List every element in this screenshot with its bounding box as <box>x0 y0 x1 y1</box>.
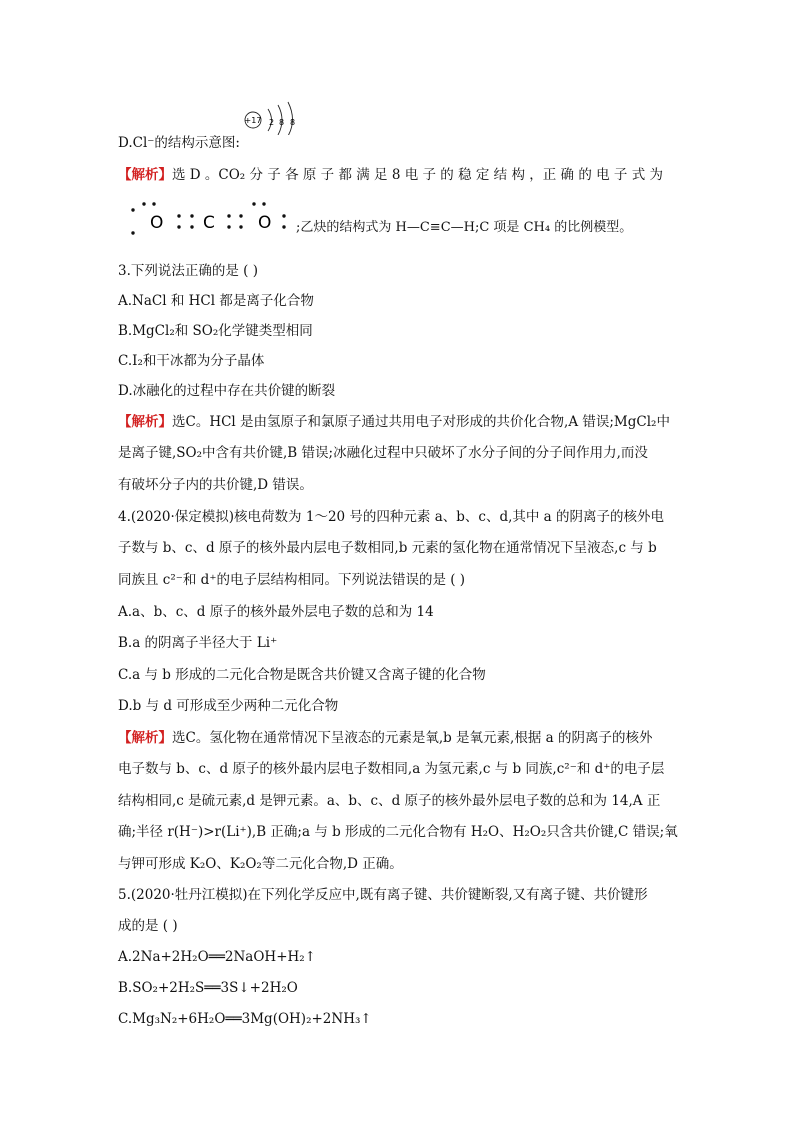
lewis-atom-c: C <box>203 213 215 233</box>
analysis-tag: 【解析】 <box>118 414 172 430</box>
q3-option-b: B.MgCl₂和 SO₂化学键类型相同 <box>118 323 313 339</box>
atom-shell-2: 8 <box>279 118 285 127</box>
chlorine-ion-structure-diagram <box>244 101 304 135</box>
q4-analysis-line-5: 与钾可形成 K₂O、K₂O₂等二元化合物,D 正确。 <box>118 856 403 872</box>
q4-analysis-line-2: 电子数与 b、c、d 原子的核外最内层电子数相同,a 为氢元素,c 与 b 同族,c²⁻和 d⁺的电子层 <box>118 761 665 777</box>
atom-nucleus-label: +17 <box>244 116 262 125</box>
q3-option-a: A.NaCl 和 HCl 都是离子化合物 <box>118 293 314 309</box>
q4-analysis-line-1 <box>118 729 652 747</box>
q4-analysis-line-3: 结构相同,c 是硫元素,d 是钾元素。a、b、c、d 原子的核外最外层电子数的总和为 14,A 正 <box>118 793 661 809</box>
q3-analysis-line-3: 有破坏分子内的共价键,D 错误。 <box>118 477 313 493</box>
q4-option-b: B.a 的阴离子半径大于 Li⁺ <box>118 635 278 651</box>
atom-shell-3: 8 <box>290 118 296 127</box>
q2-analysis-text-2: ;乙炔的结构式为 H—C≡C—H;C 项是 CH₄ 的比例模型。 <box>296 220 633 235</box>
atom-shell-1: 2 <box>269 118 275 127</box>
q2-analysis-text-1: 选 D 。CO₂ 分 子 各 原 子 都 满 足 8 电 子 的 稳 定 结 构 ，正 确 的 电 子 式 为 <box>172 167 664 183</box>
q3-option-c: C.I₂和干冰都为分子晶体 <box>118 353 265 369</box>
q4-stem-line-2: 子数与 b、c、d 原子的核外最内层电子数相同,b 元素的氢化物在通常情况下呈液态,c 与 b <box>118 540 657 556</box>
q4-stem-line-3: 同族且 c²⁻和 d⁺的电子层结构相同。下列说法错误的是 ( ) <box>118 572 466 588</box>
lewis-atom-o-right: O <box>258 213 272 233</box>
q5-stem-line-1: 5.(2020·牡丹江模拟)在下列化学反应中,既有离子键、共价键断裂,又有离子键、共价键形 <box>118 887 648 903</box>
q2-option-d: D.Cl⁻的结构示意图: <box>118 135 240 151</box>
q3-analysis-line-1 <box>118 413 670 431</box>
q5-option-a: A.2Na+2H₂O══2NaOH+H₂↑ <box>118 949 316 965</box>
q4-option-d: D.b 与 d 可形成至少两种二元化合物 <box>118 698 339 714</box>
q3-analysis-line-2: 是离子键,SO₂中含有共价键,B 错误;冰融化过程中只破坏了水分子间的分子间作用力,而没 <box>118 445 648 461</box>
q3-option-d: D.冰融化的过程中存在共价键的断裂 <box>118 383 336 399</box>
q4-stem-line-1: 4.(2020·保定模拟)核电荷数为 1～20 号的四种元素 a、b、c、d,其中 a 的阴离子的核外电 <box>118 509 665 525</box>
q3-stem: 3.下列说法正确的是 ( ) <box>118 263 258 279</box>
q4-option-a: A.a、b、c、d 原子的核外最外层电子数的总和为 14 <box>118 604 434 620</box>
analysis-tag: 【解析】 <box>118 167 172 183</box>
q5-stem-line-2: 成的是 ( ) <box>118 918 178 934</box>
q4-analysis-line-4: 确;半径 r(H⁻)>r(Li⁺),B 正确;a 与 b 形成的二元化合物有 H₂O、H₂O₂只含共价键,C 错误;氧 <box>118 824 678 840</box>
co2-lewis-structure <box>124 200 294 240</box>
q2-analysis-line-1 <box>118 166 663 184</box>
q4-analysis-text-1: 选C。氢化物在通常情况下呈液态的元素是氧,b 是氧元素,根据 a 的阴离子的核外 <box>172 730 653 746</box>
q3-analysis-text-1: 选C。HCl 是由氢原子和氯原子通过共用电子对形成的共价化合物,A 错误;MgCl₂中 <box>172 414 670 430</box>
q5-option-c: C.Mg₃N₂+6H₂O══3Mg(OH)₂+2NH₃↑ <box>118 1011 372 1027</box>
analysis-tag: 【解析】 <box>118 730 172 746</box>
q5-option-b: B.SO₂+2H₂S══3S↓+2H₂O <box>118 980 298 996</box>
q4-option-c: C.a 与 b 形成的二元化合物是既含共价键又含离子键的化合物 <box>118 667 486 683</box>
lewis-atom-o-left: O <box>150 213 164 233</box>
